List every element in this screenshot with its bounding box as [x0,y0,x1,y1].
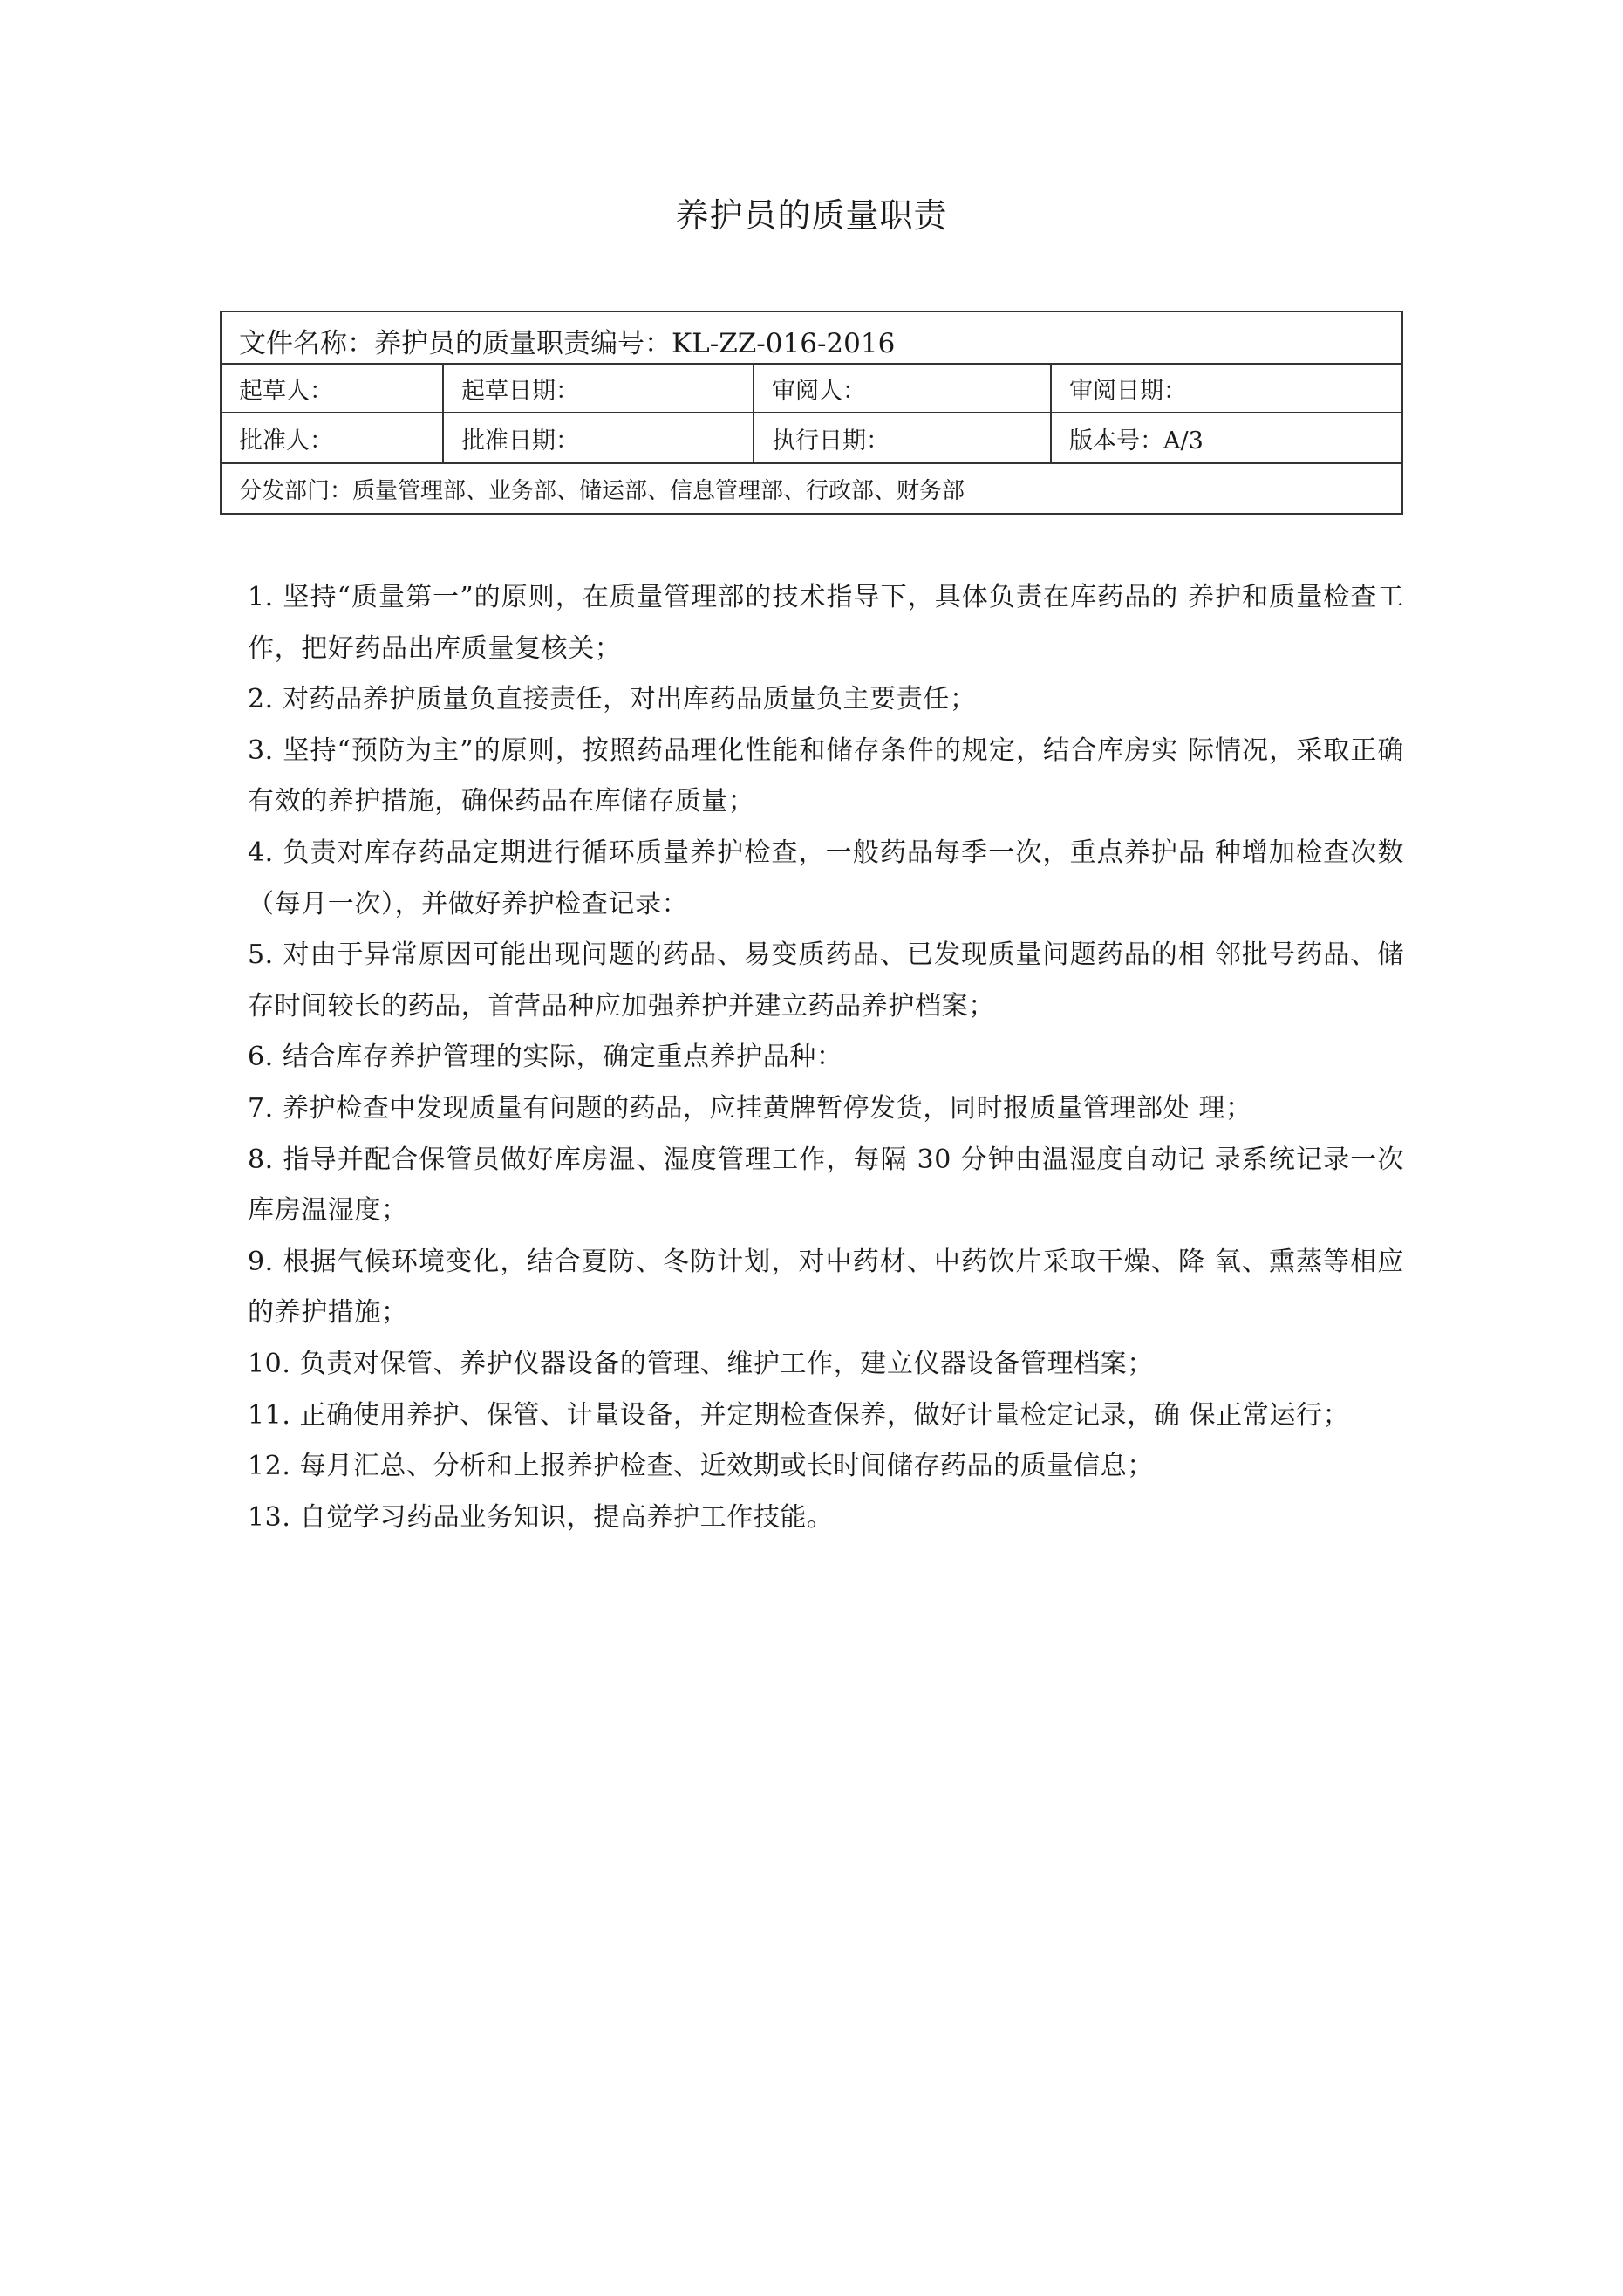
reviewer-cell: 审阅人： [754,365,1052,412]
duty-item-8: 8. 指导并配合保管员做好库房温、湿度管理工作，每隔 30 分钟由温湿度自动记 录系统记录一次库房温湿度； [248,1144,1404,1227]
file-name-row [222,312,1401,365]
draft-review-row [222,365,1401,413]
duty-item-13: 13. 自觉学习药品业务知识，提高养护工作技能。 [248,1501,834,1533]
version-cell: 版本号：A/3 [1069,427,1204,454]
duty-item-5: 5. 对由于异常原因可能出现问题的药品、易变质药品、已发现质量问题药品的相 邻批号药品、储存时间较长的药品，首营品种应加强养护并建立药品养护档案； [248,940,1404,1022]
duty-item-10: 10. 负责对保管、养护仪器设备的管理、维护工作，建立仪器设备管理档案； [248,1348,1154,1379]
drafter-cell: 起草人： [222,365,444,412]
effective-date-cell: 执行日期： [754,413,1052,462]
draft-date-cell: 起草日期： [444,365,754,412]
review-date-cell: 审阅日期： [1069,377,1187,405]
duty-item-1: 1. 坚持“质量第一”的原则，在质量管理部的技术指导下，具体负责在库药品的 养护和质量检查工作，把好药品出库质量复核关； [248,582,1404,664]
duties-list [248,572,1404,1543]
approval-row [222,413,1401,464]
distribution-cell: 分发部门：质量管理部、业务部、储运部、信息管理部、行政部、财务部 [239,477,965,504]
duty-item-4: 4. 负责对库存药品定期进行循环质量养护检查，一般药品每季一次，重点养护品 种增加检查次数（每月一次），并做好养护检查记录： [248,837,1404,919]
distribution-row [222,464,1401,513]
duty-item-9: 9. 根据气候环境变化，结合夏防、冬防计划，对中药材、中药饮片采取干燥、降 氧、熏蒸等相应的养护措施； [248,1246,1404,1329]
approve-date-cell: 批准日期： [444,413,754,462]
duty-item-2: 2. 对药品养护质量负直接责任，对出库药品质量负主要责任； [248,684,977,715]
duty-item-6: 6. 结合库存养护管理的实际，确定重点养护品种： [248,1042,843,1073]
duty-item-7: 7. 养护检查中发现质量有问题的药品，应挂黄牌暂停发货，同时报质量管理部处 理； [248,1092,1252,1124]
duty-item-12: 12. 每月汇总、分析和上报养护检查、近效期或长时间储存药品的质量信息； [248,1451,1154,1482]
page-title: 养护员的质量职责 [675,196,948,235]
duty-item-3: 3. 坚持“预防为主”的原则，按照药品理化性能和储存条件的规定，结合库房实 际情况，采取正确有效的养护措施，确保药品在库储存质量； [248,735,1404,817]
file-name-cell: 文件名称：养护员的质量职责编号：KL-ZZ-016-2016 [239,327,896,359]
approver-cell: 批准人： [222,413,444,462]
duty-item-11: 11. 正确使用养护、保管、计量设备，并定期检查保养，做好计量检定记录，确 保正常运行； [248,1399,1350,1431]
document-info-table [220,311,1403,515]
